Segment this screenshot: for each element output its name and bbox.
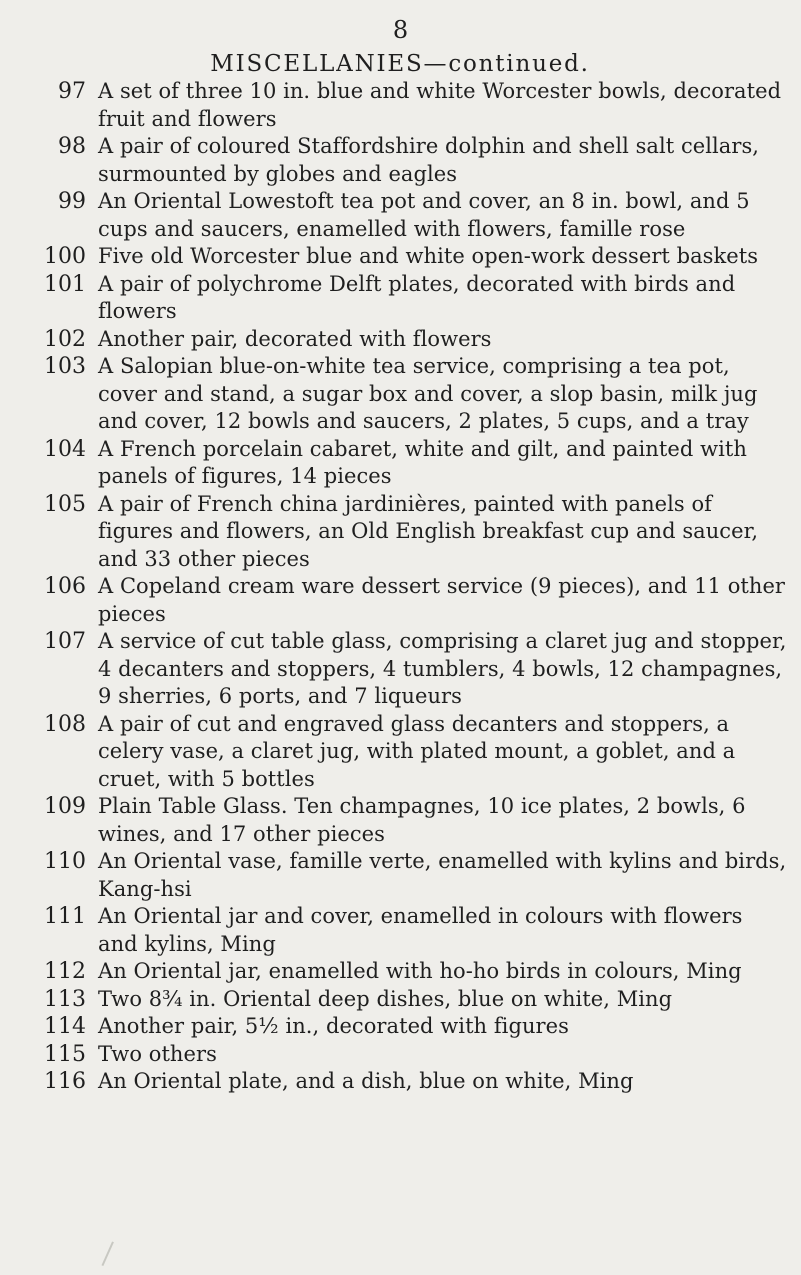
lot-description: Plain Table Glass. Ten champagnes, 10 ice plates, 2 bowls, 6 wines, and 17 other pieces [98, 794, 746, 846]
lot-description: Another pair, decorated with flowers [98, 326, 492, 351]
lot-entry [0, 243, 801, 271]
lot-number: 105 [44, 491, 86, 517]
section-heading: MISCELLANIES—continued. [210, 51, 590, 77]
lot-description: An Oriental jar, enamelled with ho-ho birds in colours, Ming [98, 959, 742, 983]
lot-entry [0, 628, 801, 711]
lot-number: 113 [44, 986, 86, 1012]
pencil-mark-icon [101, 1241, 128, 1272]
lot-description: Another pair, 5½ in., decorated with figures [98, 1014, 569, 1038]
lot-number: 102 [44, 326, 86, 352]
lot-description: Two others [98, 1041, 217, 1066]
lot-description: A pair of coloured Staffordshire dolphin and shell salt cellars, surmounted by globes and eagles [98, 134, 760, 186]
lot-number: 101 [44, 271, 86, 297]
lot-number: 106 [44, 574, 86, 599]
lot-number: 108 [44, 711, 86, 737]
lot-number: 114 [44, 1014, 86, 1039]
lot-entry [0, 1041, 801, 1069]
lot-list [0, 78, 801, 1096]
lot-description: A pair of cut and engraved glass decanters and stoppers, a celery vase, a claret jug, with plated mount, a goblet, and a cruet, with 5 bottles [98, 711, 736, 791]
lot-entry [0, 188, 801, 243]
lot-number: 107 [44, 629, 86, 654]
lot-number: 111 [44, 904, 86, 929]
lot-entry [0, 711, 801, 794]
lot-entry [0, 793, 801, 848]
lot-number: 110 [44, 849, 86, 874]
lot-description: A French porcelain cabaret, white and gilt, and painted with panels of figures, 14 pieces [98, 436, 747, 488]
lot-entry [0, 353, 801, 436]
lot-description: A service of cut table glass, comprising a claret jug and stopper, 4 decanters and stoppers, 4 tumblers, 4 bowls, 12 champagnes, 9 sherries, 6 ports, and 7 liqueurs [98, 629, 787, 708]
lot-description: Two 8¾ in. Oriental deep dishes, blue on white, Ming [98, 986, 673, 1011]
lot-entry [0, 491, 801, 574]
lot-description: A Copeland cream ware dessert service (9 pieces), and 11 other pieces [98, 574, 786, 626]
lot-description: A set of three 10 in. blue and white Worcester bowls, decorated fruit and flowers [98, 79, 782, 131]
lot-description: An Oriental Lowestoft tea pot and cover, an 8 in. bowl, and 5 cups and saucers, enamelled with flowers, famille rose [98, 189, 750, 241]
lot-number: 103 [44, 354, 86, 379]
lot-entry [0, 1068, 801, 1096]
lot-number: 97 [58, 79, 86, 104]
lot-description: An Oriental plate, and a dish, blue on white, Ming [98, 1069, 634, 1093]
page-number: 8 [392, 16, 409, 44]
lot-entry [0, 573, 801, 628]
lot-entry [0, 958, 801, 986]
lot-entry [0, 903, 801, 958]
lot-description: Five old Worcester blue and white open-work dessert baskets [98, 244, 759, 268]
lot-description: An Oriental jar and cover, enamelled in colours with flowers and kylins, Ming [98, 904, 743, 956]
lot-description: A pair of French china jardinières, painted with panels of figures and flowers, an Old English breakfast cup and saucer, and 33 other pieces [98, 491, 759, 571]
lot-entry [0, 133, 801, 188]
lot-entry [0, 436, 801, 491]
lot-number: 109 [44, 794, 86, 819]
lot-number: 116 [44, 1069, 86, 1094]
lot-entry [0, 271, 801, 326]
lot-number: 104 [44, 436, 86, 462]
lot-description: A pair of polychrome Delft plates, decorated with birds and flowers [98, 271, 736, 323]
lot-description: A Salopian blue-on-white tea service, comprising a tea pot, cover and stand, a sugar box and cover, a slop basin, milk jug and cover, 12 bowls and saucers, 2 plates, 5 cups, and a tray [98, 354, 758, 433]
lot-entry [0, 1013, 801, 1041]
lot-entry [0, 78, 801, 133]
lot-entry [0, 326, 801, 354]
lot-description: An Oriental vase, famille verte, enamelled with kylins and birds, Kang-hsi [98, 849, 787, 901]
lot-entry [0, 986, 801, 1014]
lot-number: 100 [44, 244, 86, 269]
lot-entry [0, 848, 801, 903]
lot-number: 115 [44, 1041, 86, 1067]
lot-number: 98 [58, 134, 86, 159]
lot-number: 99 [58, 189, 86, 214]
lot-number: 112 [44, 959, 86, 984]
